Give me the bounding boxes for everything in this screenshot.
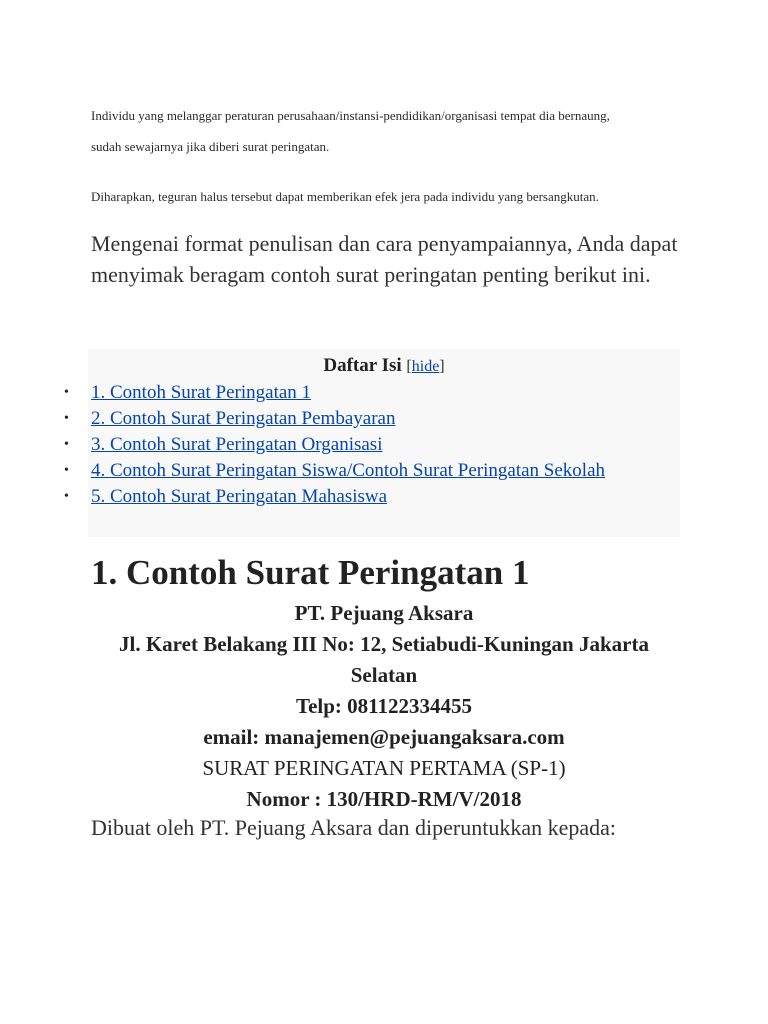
toc-link-5[interactable]: 5. Contoh Surat Peringatan Mahasiswa	[91, 486, 388, 507]
toc-item	[0, 406, 631, 432]
section-heading: 1. Contoh Surat Peringatan 1	[91, 553, 530, 592]
toc-item	[0, 458, 631, 484]
letter-recipient-intro: Dibuat oleh PT. Pejuang Aksara dan diperuntukkan kepada:	[91, 815, 617, 840]
company-address: Jl. Karet Belakang III No: 12, Setiabudi-Kuningan Jakarta Selatan	[119, 632, 649, 687]
company-name: PT. Pejuang Aksara	[294, 601, 474, 625]
letter-number: Nomor : 130/HRD-RM/V/2018	[246, 787, 522, 811]
toc-title: Daftar Isi	[323, 355, 402, 376]
paragraph-intro-large: Mengenai format penulisan dan cara penyampaiannya, Anda dapat menyimak beragam contoh surat peringatan penting berikut ini.	[91, 231, 678, 287]
toc-hide-link[interactable]: hide	[411, 358, 440, 375]
toc-item	[0, 380, 631, 406]
toc-link-4[interactable]: 4. Contoh Surat Peringatan Siswa/Contoh Surat Peringatan Sekolah	[91, 460, 606, 481]
bullet-icon: •	[64, 411, 69, 426]
bullet-icon: •	[64, 489, 69, 504]
letter-title: SURAT PERINGATAN PERTAMA (SP-1)	[202, 756, 566, 780]
toc-toggle-open-bracket: [	[406, 358, 412, 375]
bullet-icon: •	[64, 385, 69, 400]
letter-header	[84, 598, 684, 815]
company-phone: Telp: 081122334455	[296, 694, 472, 718]
toc-link-1[interactable]: 1. Contoh Surat Peringatan 1	[91, 382, 312, 403]
toc-link-2[interactable]: 2. Contoh Surat Peringatan Pembayaran	[91, 408, 396, 429]
toc-list	[0, 380, 700, 510]
toc-link-3[interactable]: 3. Contoh Surat Peringatan Organisasi	[91, 434, 383, 455]
toc-toggle	[406, 358, 444, 375]
bullet-icon: •	[64, 463, 69, 478]
toc-header	[0, 355, 768, 377]
paragraph-intro-2: sudah sewajarnya jika diberi surat peringatan.	[91, 139, 330, 154]
paragraph-intro-1: Individu yang melanggar peraturan perusahaan/instansi-pendidikan/organisasi tempat dia bernaung,	[91, 108, 610, 123]
paragraph-intro-3: Diharapkan, teguran halus tersebut dapat memberikan efek jera pada individu yang bersangkutan.	[91, 189, 599, 204]
toc-item	[0, 484, 631, 510]
toc-toggle-close-bracket: ]	[439, 358, 445, 375]
company-email: email: manajemen@pejuangaksara.com	[203, 725, 565, 749]
toc-item	[0, 432, 631, 458]
bullet-icon: •	[64, 437, 69, 452]
